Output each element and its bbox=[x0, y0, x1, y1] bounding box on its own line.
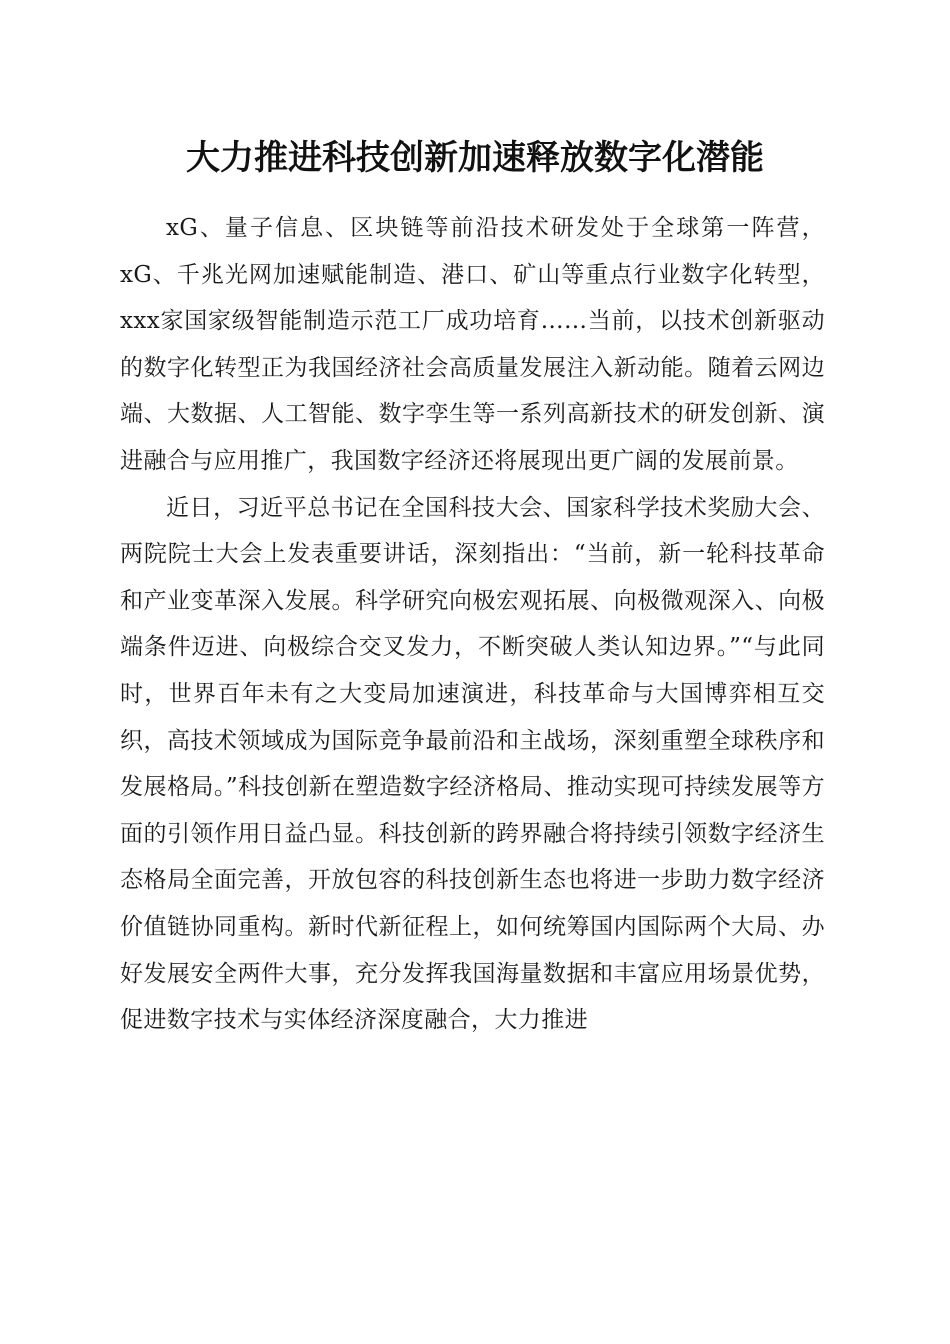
document-title: 大力推进科技创新加速释放数字化潜能 bbox=[186, 138, 764, 178]
paragraph-1: xG、量子信息、区块链等前沿技术研发处于全球第一阵营，xG、千兆光网加速赋能制造、港口、矿山等重点行业数字化转型，xxx家国家级智能制造示范工厂成功培育……当前，以技术创新驱动的数字化转型正为我国经济社会高质量发展注入新动能。随着云网边端、大数据、人工智能、数字孪生等一系列高新技术的研发创新、演进融合与应用推广，我国数字经济还将展现出更广阔的发展前景。 bbox=[120, 215, 825, 474]
paragraph-2: 近日，习近平总书记在全国科技大会、国家科学技术奖励大会、两院院士大会上发表重要讲话，深刻指出：“当前，新一轮科技革命和产业变革深入发展。科学研究向极宏观拓展、向极微观深入、向极端条件迈进、向极综合交叉发力，不断突破人类认知边界。”“与此同时，世界百年未有之大变局加速演进，科技革命与大国博弈相互交织，高技术领域成为国际竞争最前沿和主战场，深刻重塑全球秩序和发展格局。”科技创新在塑造数字经济格局、推动实现可持续发展等方面的引领作用日益凸显。科技创新的跨界融合将持续引领数字经济生态格局全面完善，开放包容的科技创新生态也将进一步助力数字经济价值链协同重构。新时代新征程上，如何统筹国内国际两个大局、办好发展安全两件大事，充分发挥我国海量数据和丰富应用场景优势，促进数字技术与实体经济深度融合，大力推进 bbox=[120, 494, 825, 1034]
document-body bbox=[120, 205, 825, 1044]
